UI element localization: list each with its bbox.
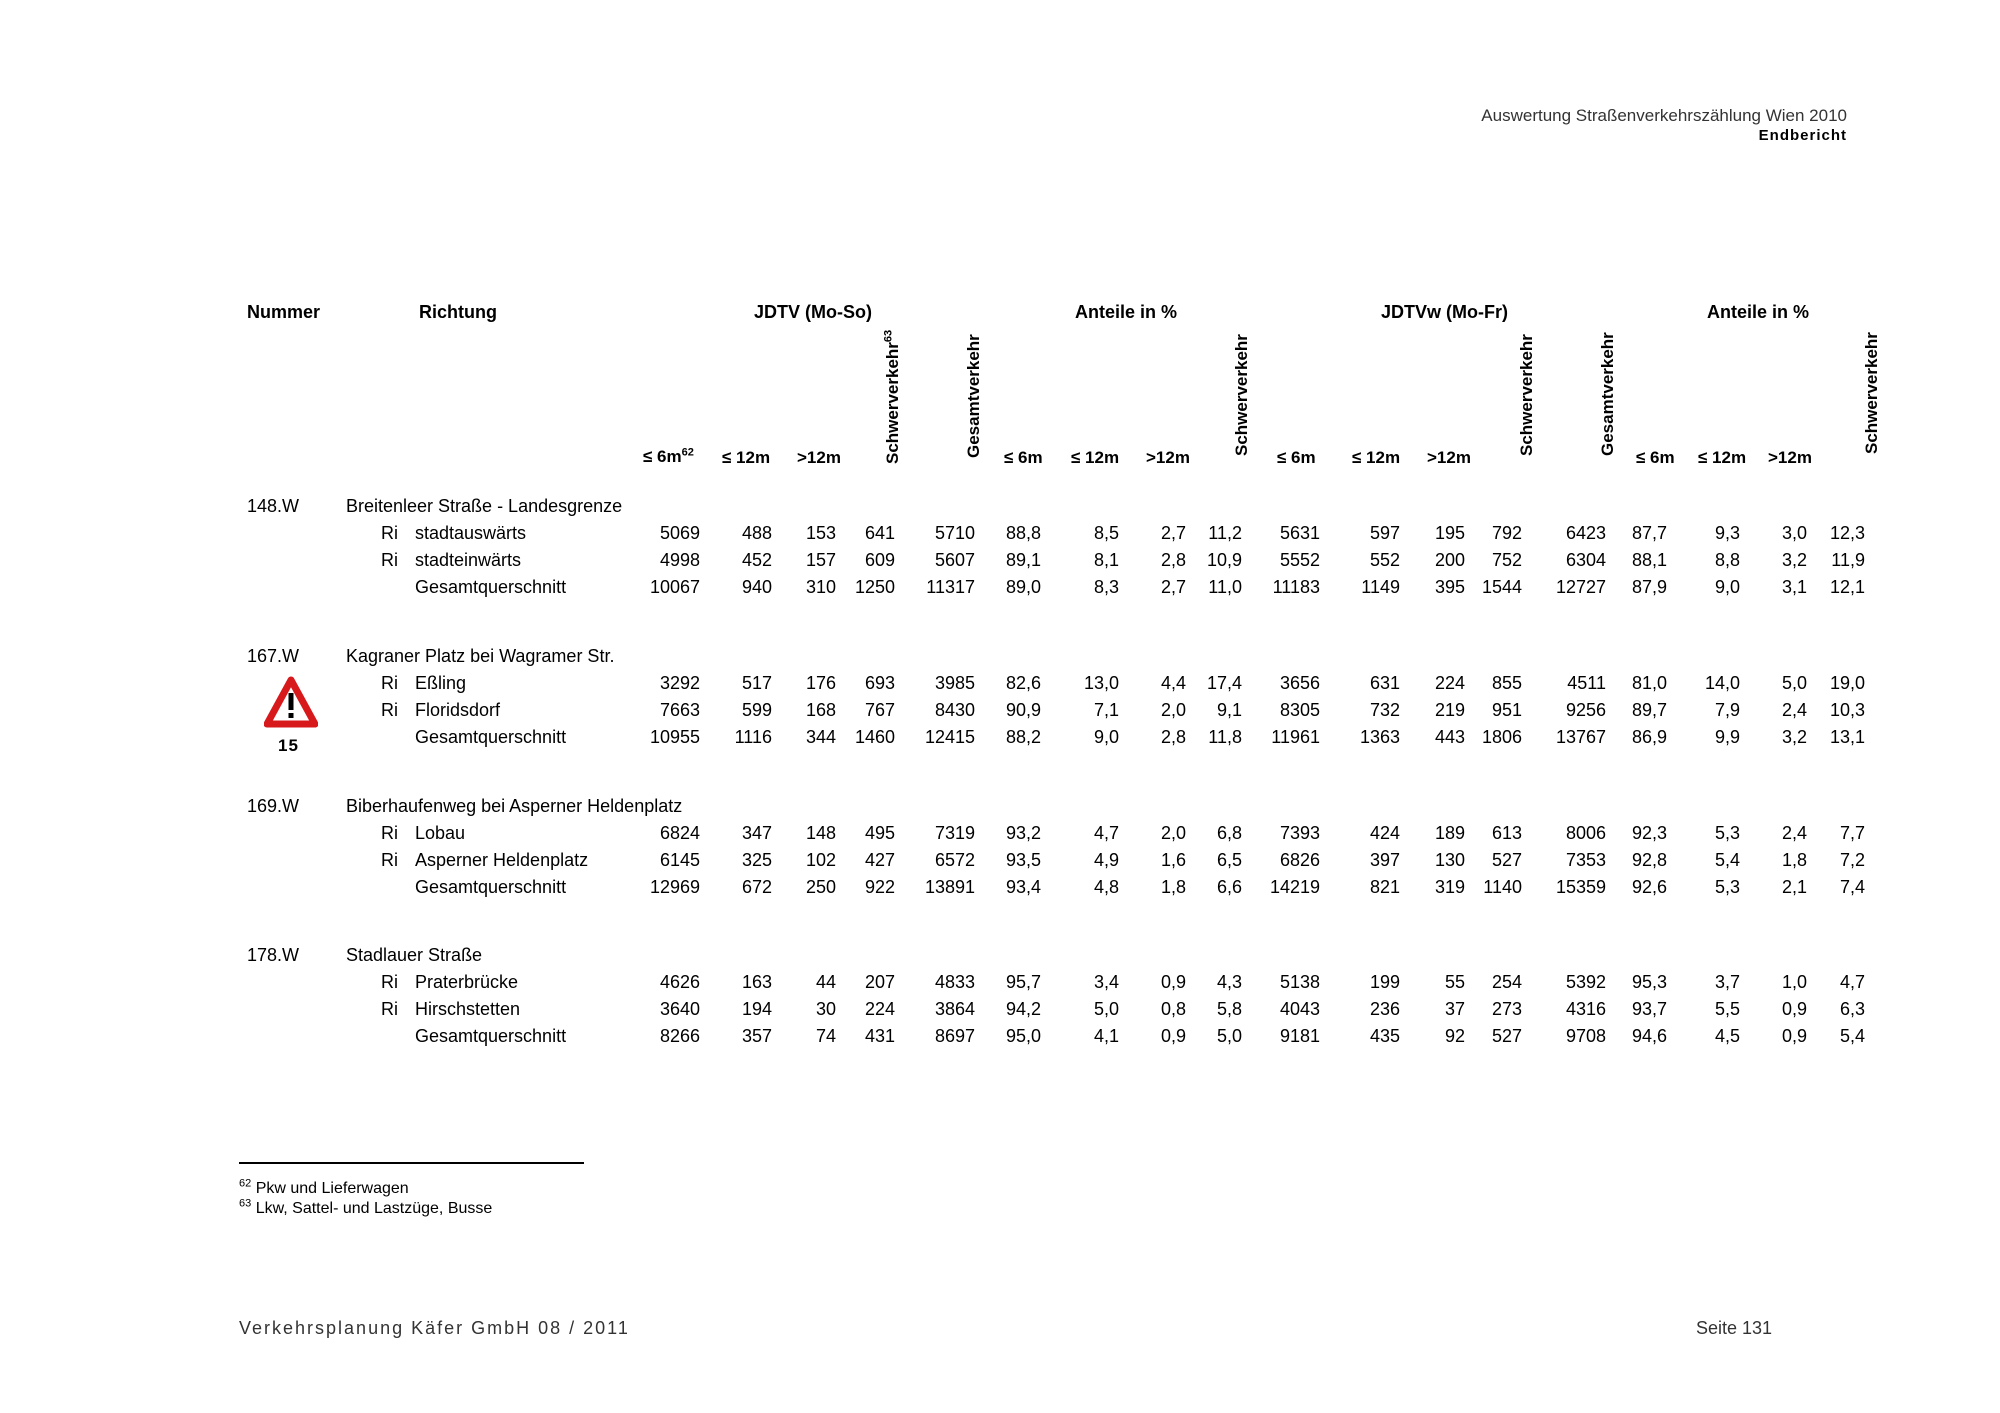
table-cell: 93,5 bbox=[1005, 850, 1041, 870]
table-cell: 5,8 bbox=[1216, 999, 1242, 1019]
table-cell: 10,9 bbox=[1206, 550, 1242, 570]
table-cell: 89,1 bbox=[1005, 550, 1041, 570]
table-cell: 195 bbox=[1434, 523, 1465, 543]
row-label: Gesamtquerschnitt bbox=[415, 1026, 567, 1046]
table-cell: 4626 bbox=[659, 972, 700, 992]
footnote-divider bbox=[239, 1162, 584, 1164]
col-anteil-le6m: ≤ 6m bbox=[1004, 448, 1043, 467]
table-cell: 1,6 bbox=[1160, 850, 1186, 870]
table-cell: 10,3 bbox=[1829, 700, 1865, 720]
footer-company: Verkehrsplanung Käfer GmbH 08 / 2011 bbox=[239, 1318, 630, 1338]
col-le12m: ≤ 12m bbox=[722, 448, 771, 467]
table-cell: 7319 bbox=[934, 823, 975, 843]
table-cell: 922 bbox=[864, 877, 895, 897]
table-cell: 6572 bbox=[934, 850, 975, 870]
table-cell: 3292 bbox=[659, 673, 700, 693]
table-cell: 5710 bbox=[934, 523, 975, 543]
table-cell: 7,1 bbox=[1093, 700, 1119, 720]
table-cell: 153 bbox=[805, 523, 836, 543]
warning-number: 15 bbox=[278, 736, 299, 755]
table-cell: 8266 bbox=[659, 1026, 700, 1046]
table-cell: 207 bbox=[864, 972, 895, 992]
table-cell: 6826 bbox=[1279, 850, 1320, 870]
station-number: 169.W bbox=[247, 796, 300, 816]
table-cell: 1363 bbox=[1359, 727, 1400, 747]
table-cell: 89,7 bbox=[1631, 700, 1667, 720]
table-cell: 1116 bbox=[734, 727, 772, 747]
col-anteil-gt12m: >12m bbox=[1146, 448, 1190, 467]
table-cell: 7,7 bbox=[1839, 823, 1865, 843]
table-cell: 5,0 bbox=[1216, 1026, 1242, 1046]
col-anteil-schwerverkehr: Schwerverkehr bbox=[1232, 334, 1251, 456]
table-cell: 792 bbox=[1491, 523, 1522, 543]
table-cell: 4,9 bbox=[1093, 850, 1119, 870]
table-cell: 1,0 bbox=[1781, 972, 1807, 992]
table-cell: 12969 bbox=[649, 877, 700, 897]
table-cell: 4,7 bbox=[1839, 972, 1865, 992]
table-cell: 9,1 bbox=[1216, 700, 1242, 720]
table-cell: 4,5 bbox=[1714, 1026, 1740, 1046]
table-cell: 7353 bbox=[1565, 850, 1606, 870]
row-label: Eßling bbox=[415, 673, 467, 693]
col-schwerverkehr: Schwerverkehr$^{63}$ bbox=[882, 329, 902, 464]
table-cell: 767 bbox=[864, 700, 895, 720]
col-group-anteile-1: Anteile in % bbox=[1075, 302, 1178, 322]
table-cell: 12727 bbox=[1555, 577, 1606, 597]
table-cell: 609 bbox=[864, 550, 895, 570]
table-cell: 4,8 bbox=[1093, 877, 1119, 897]
table-cell: 3,0 bbox=[1781, 523, 1807, 543]
table-cell: 11317 bbox=[926, 577, 975, 597]
table-cell: 11,9 bbox=[1831, 550, 1865, 570]
table-cell: 10067 bbox=[649, 577, 700, 597]
table-cell: 7,9 bbox=[1714, 700, 1740, 720]
table-cell: 17,4 bbox=[1206, 673, 1242, 693]
table-cell: 8,8 bbox=[1714, 550, 1740, 570]
table-cell: 82,6 bbox=[1005, 673, 1041, 693]
table-cell: 0,9 bbox=[1160, 972, 1186, 992]
table-cell: 7,2 bbox=[1839, 850, 1865, 870]
table-cell: 2,0 bbox=[1160, 700, 1186, 720]
table-cell: 3864 bbox=[934, 999, 975, 1019]
table-cell: 9,0 bbox=[1093, 727, 1119, 747]
table-cell: 5552 bbox=[1279, 550, 1320, 570]
table-cell: 14219 bbox=[1269, 877, 1320, 897]
row-label: stadtauswärts bbox=[415, 523, 527, 543]
table-cell: 347 bbox=[741, 823, 772, 843]
table-cell: 4043 bbox=[1279, 999, 1320, 1019]
table-cell: 5,0 bbox=[1781, 673, 1807, 693]
table-cell: 19,0 bbox=[1829, 673, 1865, 693]
table-cell: 4511 bbox=[1567, 673, 1606, 693]
table-cell: 5,4 bbox=[1839, 1026, 1865, 1046]
table-cell: 2,4 bbox=[1781, 823, 1807, 843]
table-cell: 95,0 bbox=[1005, 1026, 1041, 1046]
table-cell: 14,0 bbox=[1704, 673, 1740, 693]
col-group-anteile-2: Anteile in % bbox=[1707, 302, 1810, 322]
table-cell: 102 bbox=[805, 850, 836, 870]
table-cell: 224 bbox=[1434, 673, 1465, 693]
table-cell: 4,3 bbox=[1216, 972, 1242, 992]
station-name: Kagraner Platz bei Wagramer Str. bbox=[346, 646, 615, 666]
table-cell: 13,1 bbox=[1829, 727, 1865, 747]
table-cell: 87,9 bbox=[1631, 577, 1667, 597]
table-cell: 1,8 bbox=[1160, 877, 1186, 897]
table-cell: 443 bbox=[1434, 727, 1465, 747]
col-anteil-le12m: ≤ 12m bbox=[1071, 448, 1120, 467]
col-gt12m: >12m bbox=[797, 448, 841, 467]
table-cell: 6145 bbox=[659, 850, 700, 870]
table-cell: 495 bbox=[864, 823, 895, 843]
table-cell: 86,9 bbox=[1631, 727, 1667, 747]
row-label: Asperner Heldenplatz bbox=[415, 850, 589, 870]
col-nummer: Nummer bbox=[247, 302, 321, 322]
table-cell: 855 bbox=[1491, 673, 1522, 693]
table-cell: 641 bbox=[864, 523, 895, 543]
table-cell: 3,2 bbox=[1781, 550, 1807, 570]
table-cell: 6,6 bbox=[1216, 877, 1242, 897]
table-cell: 357 bbox=[741, 1026, 772, 1046]
table-cell: 13767 bbox=[1555, 727, 1606, 747]
table-cell: 552 bbox=[1369, 550, 1400, 570]
table-cell: 488 bbox=[741, 523, 772, 543]
table-cell: 310 bbox=[805, 577, 836, 597]
col-w-gesamtverkehr: Gesamtverkehr bbox=[1598, 332, 1617, 456]
table-cell: 148 bbox=[805, 823, 836, 843]
table-cell: 1806 bbox=[1481, 727, 1522, 747]
table-cell: 12,3 bbox=[1829, 523, 1865, 543]
table-cell: 90,9 bbox=[1005, 700, 1041, 720]
table-cell: 3985 bbox=[934, 673, 975, 693]
warning-icon bbox=[264, 676, 318, 728]
table-cell: 8006 bbox=[1565, 823, 1606, 843]
table-cell: 9256 bbox=[1565, 700, 1606, 720]
footnote-63: $^{63}$ Lkw, Sattel- und Lastzüge, Busse bbox=[239, 1197, 493, 1217]
table-cell: 613 bbox=[1491, 823, 1522, 843]
table-cell: 8697 bbox=[934, 1026, 975, 1046]
table-cell: 92,6 bbox=[1631, 877, 1667, 897]
table-cell: 752 bbox=[1491, 550, 1522, 570]
table-cell: 12,1 bbox=[1829, 577, 1865, 597]
table-cell: 189 bbox=[1434, 823, 1465, 843]
table-cell: 5,3 bbox=[1714, 877, 1740, 897]
table-cell: 273 bbox=[1491, 999, 1522, 1019]
table-cell: 527 bbox=[1491, 1026, 1522, 1046]
table-cell: 424 bbox=[1369, 823, 1400, 843]
table-cell: 2,4 bbox=[1781, 700, 1807, 720]
table-cell: 163 bbox=[741, 972, 772, 992]
table-cell: 194 bbox=[741, 999, 772, 1019]
col-w-gt12m: >12m bbox=[1427, 448, 1471, 467]
table-cell: 599 bbox=[741, 700, 772, 720]
table-cell: 1,8 bbox=[1781, 850, 1807, 870]
station-number: 167.W bbox=[247, 646, 300, 666]
station-name: Breitenleer Straße - Landesgrenze bbox=[346, 496, 623, 516]
table-cell: 236 bbox=[1369, 999, 1400, 1019]
table-cell: 92,8 bbox=[1631, 850, 1667, 870]
row-label: Hirschstetten bbox=[415, 999, 521, 1019]
table-cell: 5392 bbox=[1565, 972, 1606, 992]
table-cell: 15359 bbox=[1555, 877, 1606, 897]
station-name: Biberhaufenweg bei Asperner Heldenplatz bbox=[346, 796, 683, 816]
table-cell: 0,9 bbox=[1781, 1026, 1807, 1046]
row-label: Lobau bbox=[415, 823, 466, 843]
table-cell: 3,1 bbox=[1781, 577, 1807, 597]
station-number: 178.W bbox=[247, 945, 300, 965]
table-cell: 5138 bbox=[1279, 972, 1320, 992]
table-cell: 30 bbox=[815, 999, 836, 1019]
table-cell: 9181 bbox=[1279, 1026, 1320, 1046]
row-label: Gesamtquerschnitt bbox=[415, 877, 567, 897]
table-cell: 427 bbox=[864, 850, 895, 870]
table-cell: 5631 bbox=[1279, 523, 1320, 543]
table-cell: 6423 bbox=[1565, 523, 1606, 543]
table-cell: 5,0 bbox=[1093, 999, 1119, 1019]
table-cell: 4316 bbox=[1565, 999, 1606, 1019]
table-cell: 2,7 bbox=[1160, 523, 1186, 543]
table-cell: 89,0 bbox=[1005, 577, 1041, 597]
table-cell: 435 bbox=[1369, 1026, 1400, 1046]
table-cell: 597 bbox=[1369, 523, 1400, 543]
station-number: 148.W bbox=[247, 496, 300, 516]
table-cell: 93,7 bbox=[1631, 999, 1667, 1019]
table-cell: 130 bbox=[1434, 850, 1465, 870]
table-cell: 9,9 bbox=[1714, 727, 1740, 747]
table-cell: 5,5 bbox=[1714, 999, 1740, 1019]
table-cell: 7,4 bbox=[1839, 877, 1865, 897]
table-cell: 94,2 bbox=[1005, 999, 1041, 1019]
table-cell: 11961 bbox=[1271, 727, 1320, 747]
table-cell: 693 bbox=[864, 673, 895, 693]
table-cell: 8,3 bbox=[1093, 577, 1119, 597]
table-cell: 4,7 bbox=[1093, 823, 1119, 843]
table-cell: 157 bbox=[805, 550, 836, 570]
table-cell: 94,6 bbox=[1631, 1026, 1667, 1046]
table-cell: 6,8 bbox=[1216, 823, 1242, 843]
row-direction-prefix: Ri bbox=[381, 850, 398, 870]
table-cell: 0,8 bbox=[1160, 999, 1186, 1019]
table-cell: 1149 bbox=[1361, 577, 1400, 597]
table-cell: 3,2 bbox=[1781, 727, 1807, 747]
table-cell: 1250 bbox=[854, 577, 895, 597]
table-cell: 4,4 bbox=[1160, 673, 1186, 693]
col-w-anteil-gt12m: >12m bbox=[1768, 448, 1812, 467]
table-cell: 9,0 bbox=[1714, 577, 1740, 597]
table-cell: 397 bbox=[1369, 850, 1400, 870]
table-cell: 74 bbox=[815, 1026, 836, 1046]
table-cell: 11,8 bbox=[1208, 727, 1242, 747]
col-group-jdtv: JDTV (Mo-So) bbox=[754, 302, 872, 322]
table-cell: 3,7 bbox=[1714, 972, 1740, 992]
table-cell: 631 bbox=[1369, 673, 1400, 693]
row-label: Praterbrücke bbox=[415, 972, 519, 992]
row-direction-prefix: Ri bbox=[381, 550, 398, 570]
table-cell: 8,1 bbox=[1093, 550, 1119, 570]
row-direction-prefix: Ri bbox=[381, 999, 398, 1019]
table-cell: 8305 bbox=[1279, 700, 1320, 720]
table-cell: 1140 bbox=[1483, 877, 1522, 897]
table-cell: 7663 bbox=[659, 700, 700, 720]
table-cell: 55 bbox=[1444, 972, 1465, 992]
table-cell: 93,4 bbox=[1005, 877, 1041, 897]
row-direction-prefix: Ri bbox=[381, 972, 398, 992]
row-label: Floridsdorf bbox=[415, 700, 501, 720]
footer-page: Seite 131 bbox=[1695, 1318, 1772, 1338]
table-cell: 5,3 bbox=[1714, 823, 1740, 843]
table-cell: 88,8 bbox=[1005, 523, 1041, 543]
table-cell: 527 bbox=[1491, 850, 1522, 870]
table-cell: 168 bbox=[805, 700, 836, 720]
table-cell: 2,8 bbox=[1160, 727, 1186, 747]
table-cell: 92 bbox=[1444, 1026, 1465, 1046]
table-cell: 5,4 bbox=[1714, 850, 1740, 870]
table-cell: 6824 bbox=[659, 823, 700, 843]
table-cell: 11,2 bbox=[1208, 523, 1242, 543]
table-cell: 0,9 bbox=[1160, 1026, 1186, 1046]
table-cell: 224 bbox=[864, 999, 895, 1019]
table-cell: 3656 bbox=[1279, 673, 1320, 693]
table-cell: 672 bbox=[741, 877, 772, 897]
col-gesamtverkehr: Gesamtverkehr bbox=[964, 334, 983, 458]
station-name: Stadlauer Straße bbox=[346, 945, 483, 965]
report-subtitle: Endbericht bbox=[1758, 127, 1847, 144]
table-cell: 3640 bbox=[659, 999, 700, 1019]
row-label: Gesamtquerschnitt bbox=[415, 727, 567, 747]
table-cell: 37 bbox=[1444, 999, 1465, 1019]
col-richtung: Richtung bbox=[419, 302, 497, 322]
row-direction-prefix: Ri bbox=[381, 673, 398, 693]
table-cell: 3,4 bbox=[1093, 972, 1119, 992]
table-cell: 4998 bbox=[659, 550, 700, 570]
table-cell: 95,3 bbox=[1631, 972, 1667, 992]
table-cell: 11,0 bbox=[1208, 577, 1242, 597]
table-cell: 13,0 bbox=[1083, 673, 1119, 693]
col-le6m: ≤ $6m^{62}$ bbox=[643, 446, 694, 466]
row-label: stadteinwärts bbox=[415, 550, 522, 570]
table-cell: 0,9 bbox=[1781, 999, 1807, 1019]
table-cell: 2,7 bbox=[1160, 577, 1186, 597]
table-cell: 9708 bbox=[1565, 1026, 1606, 1046]
table-cell: 4833 bbox=[934, 972, 975, 992]
table-cell: 13891 bbox=[924, 877, 975, 897]
col-w-le12m: ≤ 12m bbox=[1352, 448, 1401, 467]
table-cell: 95,7 bbox=[1005, 972, 1041, 992]
table-cell: 8,5 bbox=[1093, 523, 1119, 543]
report-title: Auswertung Straßenverkehrszählung Wien 2010 bbox=[1481, 106, 1847, 125]
table-cell: 254 bbox=[1491, 972, 1522, 992]
table-cell: 325 bbox=[741, 850, 772, 870]
table-cell: 7393 bbox=[1279, 823, 1320, 843]
row-direction-prefix: Ri bbox=[381, 823, 398, 843]
table-cell: 250 bbox=[805, 877, 836, 897]
table-cell: 9,3 bbox=[1714, 523, 1740, 543]
table-cell: 88,2 bbox=[1005, 727, 1041, 747]
table-cell: 4,1 bbox=[1093, 1026, 1119, 1046]
row-label: Gesamtquerschnitt bbox=[415, 577, 567, 597]
col-w-le6m: ≤ 6m bbox=[1277, 448, 1316, 467]
col-w-anteil-le6m: ≤ 6m bbox=[1636, 448, 1675, 467]
table-cell: 2,8 bbox=[1160, 550, 1186, 570]
table-cell: 219 bbox=[1434, 700, 1465, 720]
table-cell: 11183 bbox=[1272, 577, 1320, 597]
table-cell: 6304 bbox=[1565, 550, 1606, 570]
table-cell: 344 bbox=[805, 727, 836, 747]
table-cell: 2,0 bbox=[1160, 823, 1186, 843]
table-cell: 2,1 bbox=[1781, 877, 1807, 897]
table-cell: 176 bbox=[805, 673, 836, 693]
table-cell: 12415 bbox=[924, 727, 975, 747]
table-cell: 93,2 bbox=[1005, 823, 1041, 843]
row-direction-prefix: Ri bbox=[381, 523, 398, 543]
table-cell: 431 bbox=[864, 1026, 895, 1046]
table-cell: 5607 bbox=[934, 550, 975, 570]
table-cell: 319 bbox=[1434, 877, 1465, 897]
col-group-jdtvw: JDTVw (Mo-Fr) bbox=[1381, 302, 1508, 322]
col-w-anteil-schwerverkehr: Schwerverkehr bbox=[1862, 332, 1881, 454]
table-cell: 821 bbox=[1369, 877, 1400, 897]
table-cell: 88,1 bbox=[1631, 550, 1667, 570]
table-cell: 5069 bbox=[659, 523, 700, 543]
table-cell: 8430 bbox=[934, 700, 975, 720]
table-cell: 517 bbox=[741, 673, 772, 693]
table-cell: 87,7 bbox=[1631, 523, 1667, 543]
table-cell: 1460 bbox=[854, 727, 895, 747]
table-cell: 81,0 bbox=[1631, 673, 1667, 693]
table-cell: 1544 bbox=[1481, 577, 1522, 597]
table-cell: 395 bbox=[1434, 577, 1465, 597]
row-direction-prefix: Ri bbox=[381, 700, 398, 720]
col-w-schwerverkehr: Schwerverkehr bbox=[1517, 334, 1536, 456]
table-cell: 44 bbox=[815, 972, 836, 992]
table-cell: 732 bbox=[1369, 700, 1400, 720]
table-cell: 940 bbox=[741, 577, 772, 597]
col-w-anteil-le12m: ≤ 12m bbox=[1698, 448, 1747, 467]
table-cell: 199 bbox=[1369, 972, 1400, 992]
table-cell: 6,5 bbox=[1216, 850, 1242, 870]
table-cell: 10955 bbox=[649, 727, 700, 747]
table-cell: 92,3 bbox=[1631, 823, 1667, 843]
table-cell: 6,3 bbox=[1839, 999, 1865, 1019]
table-cell: 200 bbox=[1434, 550, 1465, 570]
footnote-62: $^{62}$ Pkw und Lieferwagen bbox=[239, 1177, 409, 1197]
table-cell: 452 bbox=[741, 550, 772, 570]
table-cell: 951 bbox=[1491, 700, 1522, 720]
